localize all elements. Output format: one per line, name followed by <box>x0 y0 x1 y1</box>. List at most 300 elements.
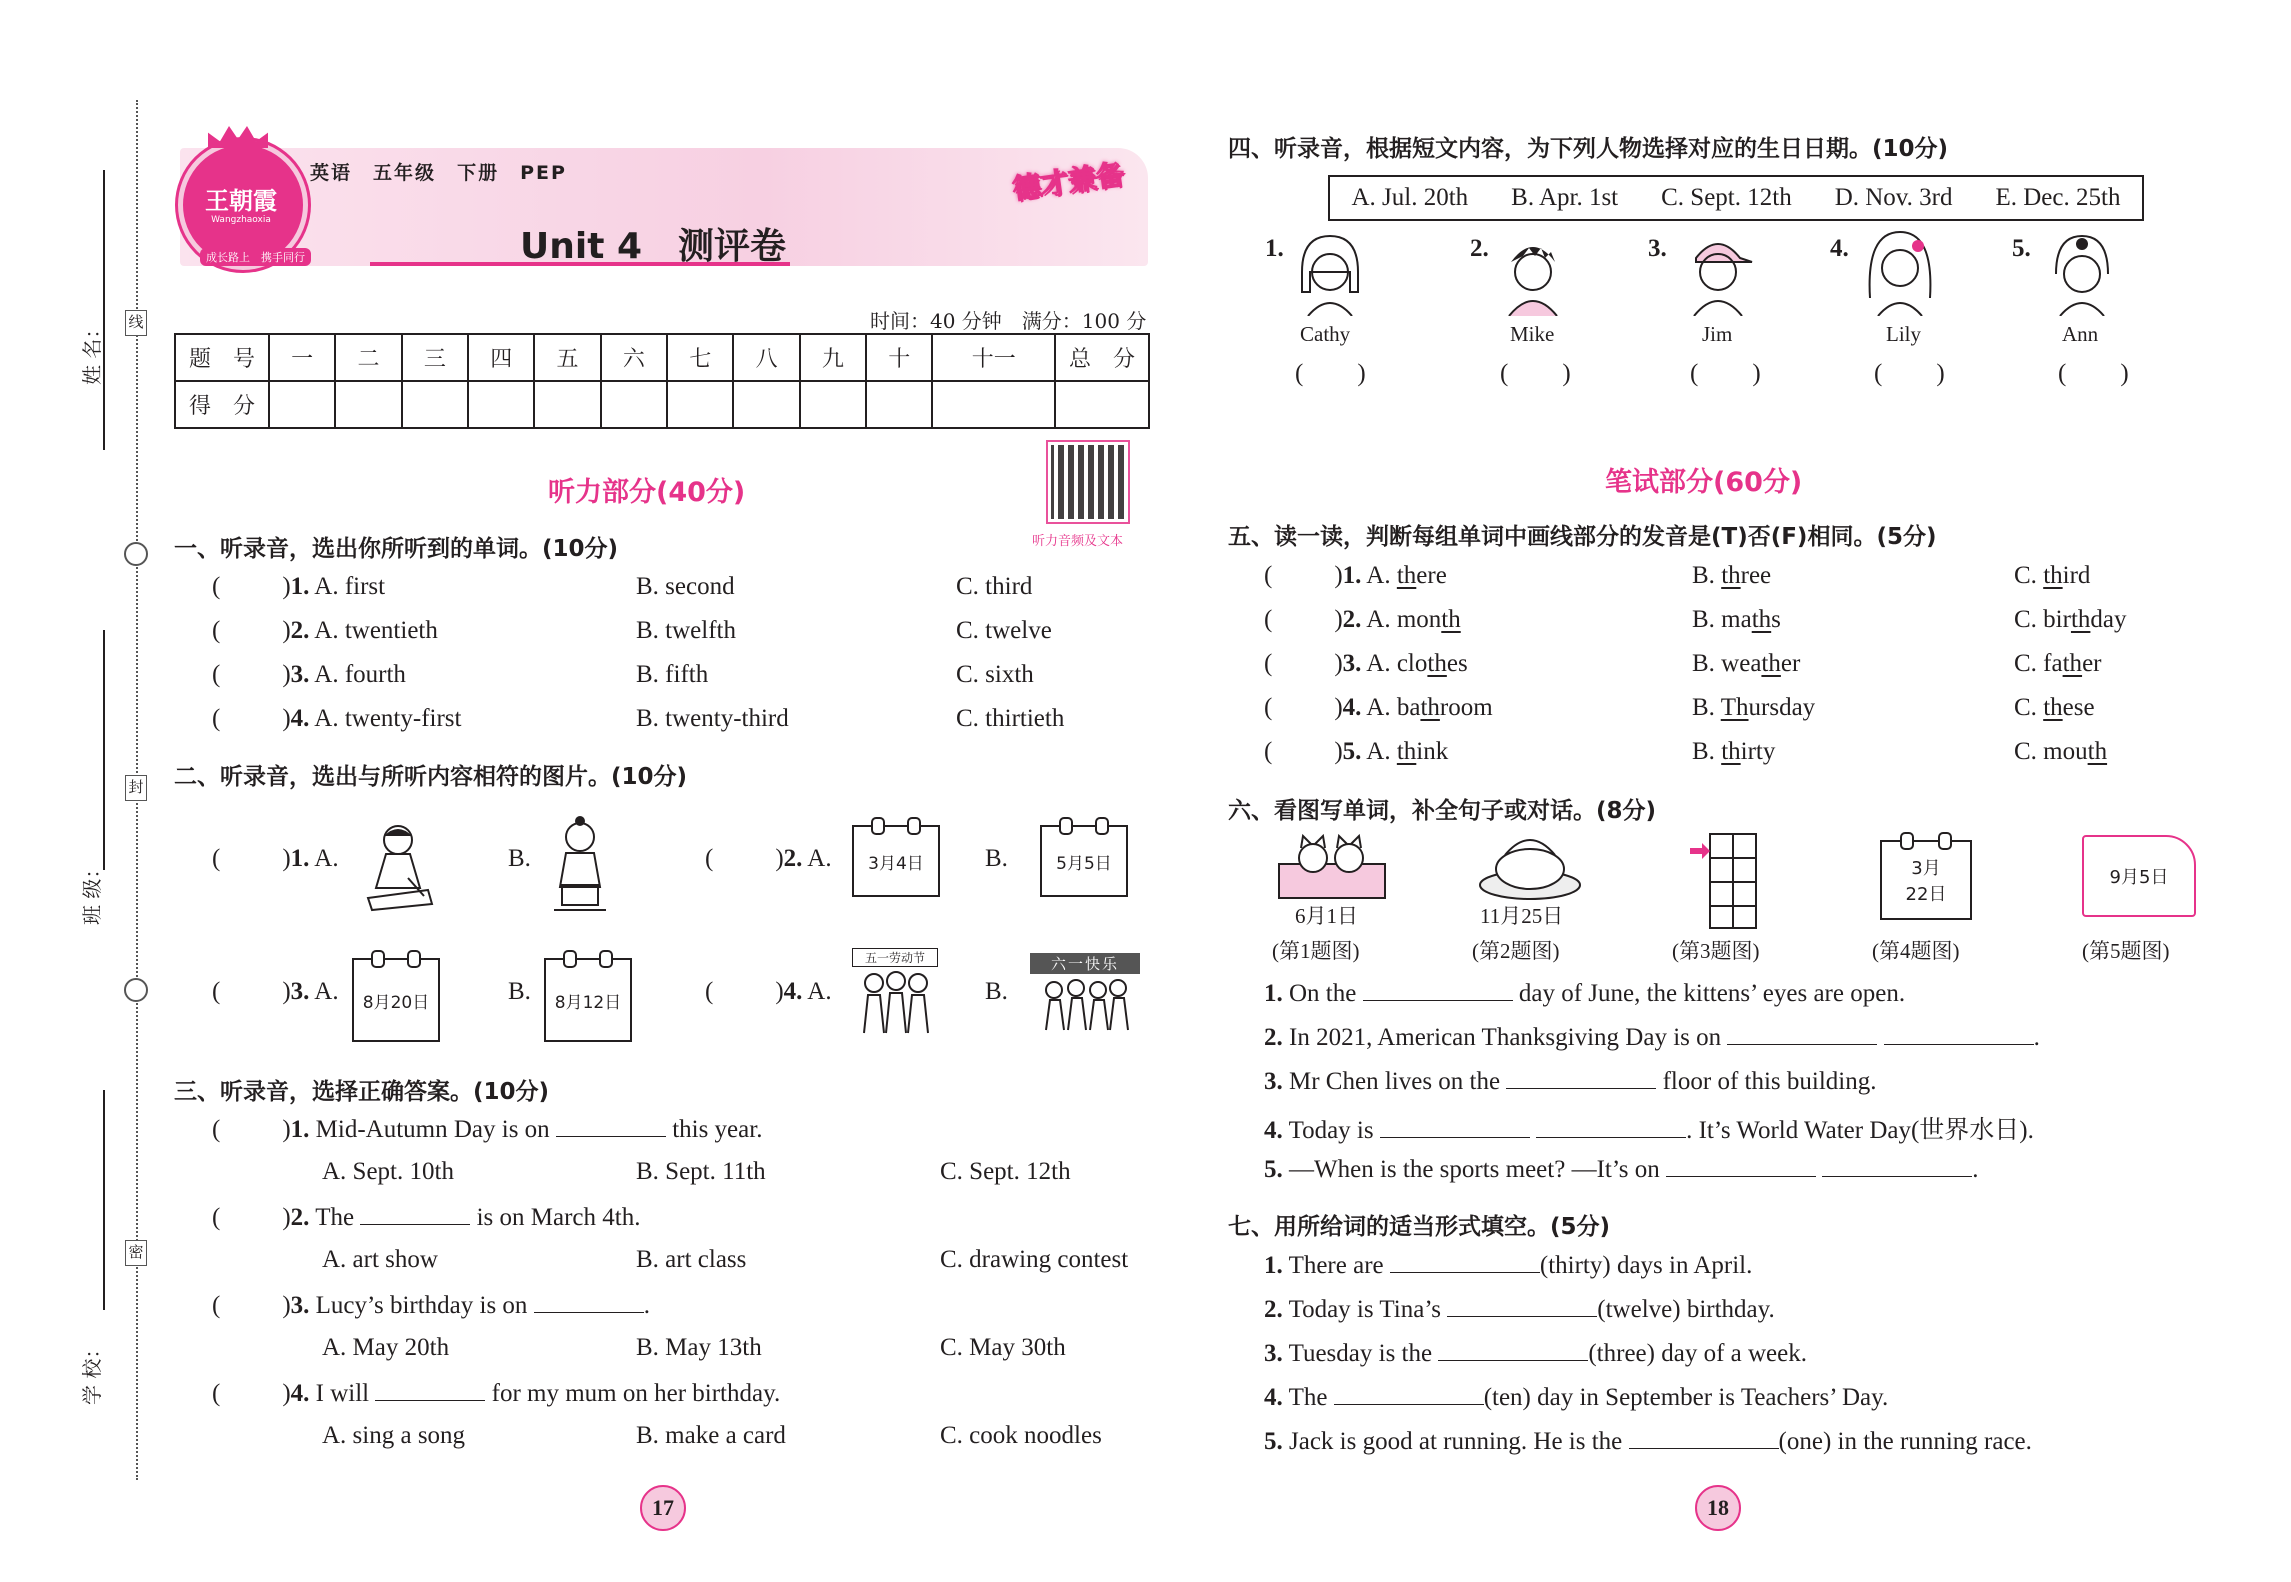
score-input[interactable] <box>269 381 335 428</box>
person-number: 2. <box>1470 235 1489 262</box>
underlined-part: th <box>1427 650 1447 677</box>
answer-blank[interactable] <box>375 1378 485 1401</box>
option-label-b: B. <box>508 978 531 1005</box>
full-score-info: 满分：100 分 <box>1021 309 1147 333</box>
score-value-row <box>175 381 1149 428</box>
word-c <box>2014 738 2107 766</box>
q-text: The <box>1288 1384 1334 1411</box>
word-part: s <box>1771 606 1781 633</box>
q-number: 1. <box>290 573 310 600</box>
s3-question: ( )2. The is on March 4th. <box>212 1204 641 1231</box>
section-4-title: 四、听录音，根据短文内容，为下列人物选择对应的生日日期。(10分) <box>1228 136 1949 162</box>
q-text: for my mum on her birthday. <box>485 1380 781 1407</box>
s1-question: ( )2. A. twentieth <box>212 617 438 644</box>
q-number: 5. <box>1342 738 1362 765</box>
slogan-badge: 德才兼备 <box>1010 157 1126 206</box>
given-word: (one) <box>1778 1428 1832 1455</box>
q-number: 2. <box>1342 606 1362 633</box>
option-a[interactable]: A. sing a song <box>322 1422 466 1449</box>
calendar-picture[interactable]: 8月12日 <box>544 958 632 1042</box>
notebook-picture: 9月5日 <box>2082 835 2196 917</box>
answer-blank[interactable] <box>1447 1294 1597 1317</box>
birthday-options-box <box>1328 175 2144 221</box>
word-part: A. <box>1366 562 1397 589</box>
score-input[interactable] <box>800 381 866 428</box>
option-label-b: B. <box>985 978 1008 1005</box>
option-b[interactable]: B. twelfth <box>636 617 736 644</box>
s5-question: ( )2. A. month <box>1264 606 1461 633</box>
given-word: (ten) <box>1483 1384 1531 1411</box>
word-part: C. bir <box>2014 606 2071 633</box>
s1-question: ( )3. A. fourth <box>212 661 406 688</box>
calendar-picture[interactable]: 5月5日 <box>1040 825 1128 897</box>
picture-caption: (第5题图) <box>2082 939 2170 963</box>
calendar-picture[interactable]: 3月4日 <box>852 825 940 897</box>
q-number: 3. <box>1342 650 1362 677</box>
margin-line-school <box>103 1090 105 1310</box>
answer-paren[interactable]: ( ) <box>1690 360 1761 387</box>
qr-caption: 听力音频及文本 <box>1032 534 1124 549</box>
children-icon <box>1030 974 1140 1034</box>
q-text: is on March 4th. <box>470 1204 641 1231</box>
brand-small: Wangzhaoxia <box>211 215 271 225</box>
person-name: Lily <box>1886 322 1921 346</box>
score-cell: 三 <box>402 334 468 381</box>
word-part: B. <box>1692 562 1722 589</box>
calendar-month: 3月 <box>1911 858 1941 879</box>
option-a[interactable]: A. twentieth <box>314 617 438 644</box>
word-part: ere <box>1416 562 1447 589</box>
s7-question <box>1264 1294 1775 1324</box>
calendar-picture <box>1880 840 1972 920</box>
q-number: 3. <box>290 661 310 688</box>
option: E. Dec. 25th <box>1995 184 2121 211</box>
q-number: 2. <box>290 1204 310 1231</box>
answer-blank[interactable] <box>1334 1382 1484 1405</box>
q-text: Jack is good at running. He is the <box>1289 1428 1629 1455</box>
cathy-portrait <box>1292 232 1368 316</box>
option-c[interactable]: C. third <box>956 573 1033 600</box>
word-part: B. <box>1692 738 1722 765</box>
s5-question: ( )5. A. think <box>1264 738 1449 765</box>
q-text: Today is <box>1288 1117 1380 1144</box>
q-text: . <box>643 1292 650 1319</box>
score-cell: 六 <box>601 334 667 381</box>
word-part: C. <box>2014 562 2044 589</box>
q-text: Mr Chen lives on the <box>1289 1068 1507 1095</box>
option-a[interactable]: A. fourth <box>314 661 406 688</box>
listening-title: 听力部分(40分) <box>548 477 746 508</box>
q-text: day of June, the kittens’ eyes are open. <box>1512 980 1906 1007</box>
s5-question: ( )1. A. there <box>1264 562 1447 589</box>
s7-question <box>1264 1426 2032 1456</box>
underlined-part: th <box>1441 606 1461 633</box>
q-number: 4. <box>1342 694 1362 721</box>
answer-blank[interactable] <box>556 1114 666 1137</box>
person-number: 1. <box>1265 235 1284 262</box>
option-c[interactable]: C. twelve <box>956 617 1052 644</box>
q-number: 4. <box>290 1380 310 1407</box>
q-number: 2. <box>290 617 310 644</box>
word-part: B. ma <box>1692 606 1752 633</box>
score-cell: 七 <box>667 334 733 381</box>
option-c[interactable]: C. thirtieth <box>956 705 1065 732</box>
picture-date: 11月25日 <box>1480 904 1564 928</box>
girl-drawing-picture[interactable] <box>358 818 438 913</box>
word-part: ree <box>1740 562 1772 589</box>
q-text: . It’s World Water Day(世界水日). <box>1686 1117 2034 1144</box>
q-number: 1. <box>290 845 310 872</box>
word-c <box>2014 606 2127 634</box>
option-c[interactable]: C. sixth <box>956 661 1034 688</box>
person-name: Mike <box>1510 322 1555 346</box>
person-name: Ann <box>2062 322 2099 346</box>
q-text: In 2021, American Thanksgiving Day is on <box>1289 1024 1728 1051</box>
section-1-title: 一、听录音，选出你所听到的单词。(10分) <box>174 536 619 562</box>
option: A. Jul. 20th <box>1351 184 1469 211</box>
s7-question <box>1264 1250 1752 1280</box>
s6-question <box>1264 1066 1876 1096</box>
brand-name: 王朝霞 <box>205 187 277 215</box>
option-a[interactable]: A. twenty-first <box>314 705 462 732</box>
option-b[interactable]: B. twenty-third <box>636 705 789 732</box>
section-6-title: 六、看图写单词，补全句子或对话。(8分) <box>1228 798 1657 824</box>
score-input[interactable] <box>1055 381 1149 428</box>
line-mark: 线 <box>125 310 147 336</box>
word-part: er <box>2082 650 2102 677</box>
page-number-text: 17 <box>652 1495 674 1520</box>
option-label-a: A. <box>807 978 832 1005</box>
page-number-text: 18 <box>1707 1495 1729 1520</box>
answer-paren[interactable]: ( ) <box>1874 360 1945 387</box>
word-part: ink <box>1416 738 1449 765</box>
q-text: . <box>1972 1156 1979 1183</box>
s7-question <box>1264 1382 1888 1412</box>
answer-paren[interactable]: ( ) <box>1295 360 1366 387</box>
picture-caption: (第1题图) <box>1272 939 1360 963</box>
word-part: ird <box>2062 562 2091 589</box>
underlined-part: th <box>2043 562 2063 589</box>
title-unit: Unit 4 <box>520 226 642 267</box>
answer-blank[interactable] <box>360 1202 470 1225</box>
s7-question <box>1264 1338 1807 1368</box>
seal-mark: 封 <box>125 775 147 801</box>
option-label-b: B. <box>508 845 531 872</box>
word-part: A. ba <box>1366 694 1421 721</box>
s6-question <box>1264 1154 1979 1184</box>
word-part: es <box>1446 650 1468 677</box>
edition: PEP <box>520 162 567 184</box>
option-c[interactable]: C. drawing contest <box>940 1246 1129 1273</box>
score-cell: 二 <box>335 334 401 381</box>
person-number: 3. <box>1648 235 1667 262</box>
subject: 英语 <box>310 162 353 184</box>
q-number: 1. <box>1264 980 1283 1007</box>
q-text: Mid-Autumn Day is on <box>315 1116 556 1143</box>
score-row-label: 得 分 <box>175 381 269 428</box>
q-number: 1. <box>1264 1252 1283 1279</box>
answer-blank[interactable] <box>1506 1066 1656 1089</box>
time-info: 时间：40 分钟 <box>870 309 1002 333</box>
page-title <box>520 218 786 269</box>
q-number: 2. <box>1264 1296 1283 1323</box>
option-label-a: A. <box>314 845 339 872</box>
option-a[interactable]: A. Sept. 10th <box>322 1158 454 1185</box>
score-cell: 题 号 <box>175 334 269 381</box>
word-c <box>2014 562 2090 590</box>
banner-text: 五一劳动节 <box>852 948 938 967</box>
option: C. Sept. 12th <box>1661 184 1792 211</box>
score-header-row <box>175 334 1149 381</box>
underlined-part: th <box>1396 562 1417 589</box>
underlined-part: th <box>1721 562 1741 589</box>
underlined-part: th <box>2043 694 2063 721</box>
option-c[interactable]: C. Sept. 12th <box>940 1158 1071 1185</box>
brand-tag1: 成长路上 <box>206 251 250 264</box>
q-text: . <box>2033 1024 2040 1051</box>
underlined-part: th <box>2062 650 2083 677</box>
option-b[interactable]: B. Sept. 11th <box>636 1158 766 1185</box>
s1-question: ( )1. A. first <box>212 573 386 600</box>
q-number: 4. <box>783 978 803 1005</box>
underlined-part: th <box>2087 738 2108 765</box>
answer-blank[interactable] <box>1822 1154 1972 1177</box>
workers-icon <box>852 967 938 1037</box>
underlined-part: th <box>1420 694 1440 721</box>
answer-blank[interactable] <box>1363 978 1513 1001</box>
person-number: 5. <box>2012 235 2031 262</box>
girl-crafting-picture[interactable] <box>540 815 620 915</box>
score-cell: 一 <box>269 334 335 381</box>
kittens-picture <box>1275 830 1390 900</box>
word-part: B. wea <box>1692 650 1762 677</box>
q-text: Today is Tina’s <box>1288 1296 1448 1323</box>
answer-blank[interactable] <box>1884 1022 2034 1045</box>
q-text: The <box>315 1204 361 1231</box>
turkey-picture <box>1475 825 1585 903</box>
underlined-part: Th <box>1720 694 1749 721</box>
option-a[interactable]: A. art show <box>322 1246 438 1273</box>
brand-crown-icon <box>208 126 268 148</box>
score-input[interactable] <box>468 381 534 428</box>
option-label-a: A. <box>314 978 339 1005</box>
ann-portrait <box>2044 232 2120 316</box>
word-b <box>1692 562 1771 590</box>
word-part: irty <box>1740 738 1776 765</box>
q-number: 3. <box>1264 1340 1283 1367</box>
option-c[interactable]: C. May 30th <box>940 1334 1066 1361</box>
word-b <box>1692 606 1781 634</box>
underlined-part: th <box>1751 606 1772 633</box>
option-b[interactable]: B. make a card <box>636 1422 786 1449</box>
q-number: 4. <box>1264 1384 1283 1411</box>
answer-blank[interactable] <box>1666 1154 1816 1177</box>
s5-question: ( )3. A. clothes <box>1264 650 1468 677</box>
underlined-part: th <box>1721 738 1741 765</box>
word-c <box>2014 694 2095 722</box>
word-part: er <box>1780 650 1801 677</box>
word-b <box>1692 650 1800 678</box>
margin-line-name <box>103 170 105 450</box>
page-number-left <box>640 1485 686 1531</box>
margin-line-class <box>103 630 105 870</box>
term: 下册 <box>457 162 500 184</box>
s6-question <box>1264 1022 2040 1052</box>
option-b[interactable]: B. art class <box>636 1246 747 1273</box>
q-number: 3. <box>290 1292 310 1319</box>
section-7-title: 七、用所给词的适当形式填空。(5分) <box>1228 1214 1611 1240</box>
given-word: (thirty) <box>1539 1252 1611 1279</box>
person-name: Cathy <box>1300 322 1351 346</box>
lily-portrait <box>1862 228 1938 316</box>
s5-question: ( )4. A. bathroom <box>1264 694 1493 721</box>
section-3-title: 三、听录音，选择正确答案。(10分) <box>174 1079 550 1105</box>
option-c[interactable]: C. cook noodles <box>940 1422 1102 1449</box>
s2-question-2: ( )2. A. <box>705 845 832 872</box>
answer-paren[interactable]: ( ) <box>2058 360 2129 387</box>
q-number: 1. <box>1342 562 1362 589</box>
q-text: —When is the sports meet? —It’s on <box>1289 1156 1667 1183</box>
page-number-right <box>1695 1485 1741 1531</box>
q-text: I will <box>315 1380 376 1407</box>
building-picture <box>1690 830 1770 930</box>
option-b[interactable]: B. May 13th <box>636 1334 762 1361</box>
option-a[interactable]: A. first <box>314 573 386 600</box>
q-number: 3. <box>1264 1068 1283 1095</box>
score-input[interactable] <box>733 381 799 428</box>
q-number: 2. <box>1264 1024 1283 1051</box>
s3-question: ( )4. I will for my mum on her birthday. <box>212 1380 781 1407</box>
q-number: 3. <box>290 978 310 1005</box>
answer-blank[interactable] <box>1390 1250 1540 1273</box>
q-text: Lucy’s birthday is on <box>315 1292 534 1319</box>
binding-hole-icon <box>124 978 148 1002</box>
q-number: 5. <box>1264 1428 1283 1455</box>
score-input[interactable] <box>601 381 667 428</box>
person-number: 4. <box>1830 235 1849 262</box>
answer-blank[interactable] <box>1438 1338 1588 1361</box>
word-part: C. fa <box>2014 650 2063 677</box>
score-table <box>174 333 1150 429</box>
childrens-day-picture[interactable] <box>1030 953 1140 1035</box>
qr-code-icon[interactable] <box>1046 440 1130 524</box>
q-text: in the running race. <box>1831 1428 2032 1455</box>
binding-hole-icon <box>124 542 148 566</box>
score-cell: 总 分 <box>1055 334 1149 381</box>
score-input[interactable] <box>932 381 1055 428</box>
s2-question-4: ( )4. A. <box>705 978 832 1005</box>
picture-caption: (第4题图) <box>1872 939 1960 963</box>
s1-question: ( )4. A. twenty-first <box>212 705 462 732</box>
section-5-title: 五、读一读，判断每组单词中画线部分的发音是(T)否(F)相同。(5分) <box>1228 524 1937 550</box>
option-a[interactable]: A. May 20th <box>322 1334 450 1361</box>
score-input[interactable] <box>335 381 401 428</box>
jim-portrait <box>1680 228 1756 316</box>
exam-info <box>870 305 1146 334</box>
given-word: (three) <box>1588 1340 1655 1367</box>
word-part: C. <box>2014 694 2044 721</box>
word-part: ese <box>2062 694 2095 721</box>
s3-question: ( )3. Lucy’s birthday is on . <box>212 1292 650 1319</box>
answer-paren[interactable]: ( ) <box>1500 360 1571 387</box>
word-part: ursday <box>1748 694 1816 721</box>
answer-blank[interactable] <box>1380 1115 1530 1138</box>
grade: 五年级 <box>373 162 437 184</box>
answer-blank[interactable] <box>534 1290 644 1313</box>
calendar-picture[interactable]: 8月20日 <box>352 958 440 1042</box>
given-word: (twelve) <box>1597 1296 1681 1323</box>
option-b[interactable]: B. second <box>636 573 735 600</box>
answer-blank[interactable] <box>1536 1115 1686 1138</box>
word-b <box>1692 694 1815 722</box>
written-title: 笔试部分(60分) <box>1605 467 1803 498</box>
score-input[interactable] <box>402 381 468 428</box>
mi-mark: 密 <box>125 1240 147 1266</box>
word-part: A. <box>1366 738 1397 765</box>
s6-question <box>1264 1110 2034 1146</box>
option-label-b: B. <box>985 845 1008 872</box>
score-cell: 十 <box>866 334 932 381</box>
banner-text: 六一快乐 <box>1030 953 1140 974</box>
q-text: Tuesday is the <box>1288 1340 1439 1367</box>
school-label: 学 校： <box>80 1338 104 1405</box>
option-label-a: A. <box>807 845 832 872</box>
option-b[interactable]: B. fifth <box>636 661 709 688</box>
title-sub: 测评卷 <box>678 226 787 267</box>
name-label: 姓 名： <box>80 318 104 385</box>
mike-portrait <box>1495 232 1571 316</box>
s2-question-3: ( )3. A. <box>212 978 339 1005</box>
score-input[interactable] <box>534 381 600 428</box>
q-text: There are <box>1288 1252 1390 1279</box>
underlined-part: th <box>1761 650 1781 677</box>
s3-question: ( )1. Mid-Autumn Day is on this year. <box>212 1116 763 1143</box>
q-number: 2. <box>783 845 803 872</box>
score-cell: 九 <box>800 334 866 381</box>
q-text: days in April. <box>1610 1252 1753 1279</box>
option: B. Apr. 1st <box>1511 184 1619 211</box>
s6-question <box>1264 978 1905 1008</box>
underlined-part: th <box>1396 738 1417 765</box>
answer-blank[interactable] <box>1727 1022 1877 1045</box>
person-name: Jim <box>1702 322 1733 346</box>
q-text: birthday. <box>1680 1296 1775 1323</box>
section-2-title: 二、听录音，选出与所听内容相符的图片。(10分) <box>174 764 688 790</box>
option: D. Nov. 3rd <box>1834 184 1953 211</box>
picture-caption: (第3题图) <box>1672 939 1760 963</box>
word-part: A. mon <box>1366 606 1442 633</box>
q-number: 4. <box>290 705 310 732</box>
q-number: 4. <box>1264 1117 1283 1144</box>
score-cell: 四 <box>468 334 534 381</box>
score-input[interactable] <box>866 381 932 428</box>
q-text: floor of this building. <box>1656 1068 1877 1095</box>
word-c <box>2014 650 2101 678</box>
word-b <box>1692 738 1775 766</box>
header-meta <box>310 158 567 185</box>
q-text: day in September is Teachers’ Day. <box>1530 1384 1889 1411</box>
labour-day-picture[interactable] <box>852 948 938 1036</box>
score-cell: 八 <box>733 334 799 381</box>
s2-question-1: ( )1. A. <box>212 845 339 872</box>
calendar-day: 22日 <box>1905 884 1947 905</box>
class-label: 班 级： <box>80 858 104 925</box>
q-text: this year. <box>665 1116 763 1143</box>
picture-date: 6月1日 <box>1295 904 1358 928</box>
score-input[interactable] <box>667 381 733 428</box>
answer-blank[interactable] <box>1629 1426 1779 1449</box>
underlined-part: th <box>2070 606 2091 633</box>
